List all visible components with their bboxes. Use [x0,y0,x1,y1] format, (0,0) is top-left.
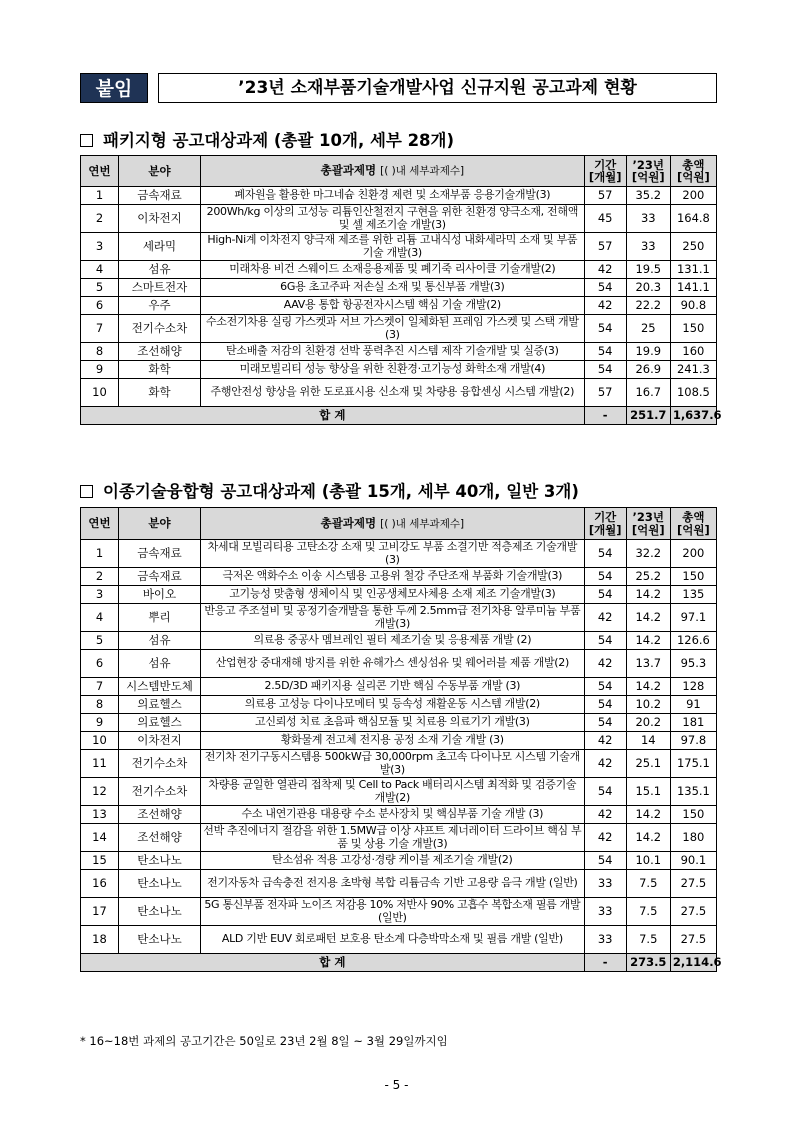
row-period: 33 [584,870,626,898]
table-row [81,678,717,696]
table-row [81,898,717,926]
row-number: 2 [81,205,119,233]
header-name: 총괄과제명 [( )내 세부과제수] [201,508,585,540]
row-number: 16 [81,870,119,898]
row-field: 의료헬스 [118,696,200,714]
row-period: 54 [584,678,626,696]
row-period: 57 [584,233,626,261]
row-total-budget: 108.5 [670,379,716,407]
row-number: 10 [81,732,119,750]
row-number: 1 [81,187,119,205]
row-field: 탄소나노 [118,870,200,898]
row-field: 조선해양 [118,343,200,361]
row-budget-23: 19.5 [626,261,670,279]
row-total-budget: 135.1 [670,778,716,806]
table-row [81,926,717,954]
header-field: 분야 [118,156,200,187]
row-number: 4 [81,261,119,279]
table-row [81,632,717,650]
row-field: 전기수소차 [118,778,200,806]
row-period: 42 [584,732,626,750]
row-total-budget: 141.1 [670,279,716,297]
attachment-tag: 붙임 [80,73,148,103]
row-project-name: 미래모빌리티 성능 향상을 위한 친환경·고기능성 화학소재 개발(4) [201,361,585,379]
row-number: 3 [81,233,119,261]
row-number: 3 [81,586,119,604]
row-project-name: 황화물계 전고체 전지용 공정 소재 기술 개발 (3) [201,732,585,750]
row-number: 5 [81,632,119,650]
row-number: 15 [81,852,119,870]
row-total-budget: 164.8 [670,205,716,233]
row-total-budget: 160 [670,343,716,361]
header-no: 연번 [81,508,119,540]
row-field: 금속재료 [118,540,200,568]
row-period: 33 [584,926,626,954]
row-budget-23: 20.2 [626,714,670,732]
row-budget-23: 26.9 [626,361,670,379]
total-label: 합 계 [81,954,585,972]
row-number: 18 [81,926,119,954]
row-field: 탄소나노 [118,926,200,954]
row-number: 9 [81,714,119,732]
row-period: 54 [584,568,626,586]
total-budget-23: 273.5 [626,954,670,972]
table-row [81,586,717,604]
row-field: 금속재료 [118,187,200,205]
header-budget-23: ’23년 [억원] [626,508,670,540]
row-field: 탄소나노 [118,898,200,926]
row-budget-23: 14 [626,732,670,750]
table-row [81,379,717,407]
row-budget-23: 14.2 [626,632,670,650]
row-project-name: 전기자동차 급속충전 전지용 초박형 복합 리튬금속 기반 고용량 음극 개발 (일반) [201,870,585,898]
row-number: 7 [81,315,119,343]
row-number: 7 [81,678,119,696]
row-budget-23: 14.2 [626,824,670,852]
row-project-name: 200Wh/kg 이상의 고성능 리튬인산철전지 구현을 위한 친환경 양극소재, 전해액 및 셀 제조기술 개발(3) [201,205,585,233]
table-row [81,852,717,870]
table-row [81,732,717,750]
row-budget-23: 14.2 [626,586,670,604]
row-number: 8 [81,696,119,714]
row-project-name: 폐자원을 활용한 마그네슘 친환경 제련 및 소재부품 응용기술개발(3) [201,187,585,205]
row-number: 6 [81,650,119,678]
checkbox-square-icon [80,485,93,498]
row-period: 57 [584,379,626,407]
row-budget-23: 7.5 [626,926,670,954]
row-budget-23: 14.2 [626,604,670,632]
header-name: 총괄과제명 [( )내 세부과제수] [201,156,585,187]
header-budget-23: ’23년 [억원] [626,156,670,187]
row-field: 섬유 [118,261,200,279]
row-budget-23: 20.3 [626,279,670,297]
row-project-name: 고신뢰성 치료 초음파 핵심모듈 및 치료용 의료기기 개발(3) [201,714,585,732]
header-period: 기간 [개월] [584,156,626,187]
row-project-name: 고기능성 맞춤형 생체이식 및 인공생체모사체용 소재 제조 기술개발(3) [201,586,585,604]
row-budget-23: 32.2 [626,540,670,568]
table-row [81,187,717,205]
row-total-budget: 126.6 [670,632,716,650]
row-period: 54 [584,586,626,604]
row-project-name: 주행안전성 향상을 위한 도로표시용 신소재 및 차량용 융합센싱 시스템 개발(2) [201,379,585,407]
row-budget-23: 16.7 [626,379,670,407]
row-project-name: 미래차용 비건 스웨이드 소재응용제품 및 폐기죽 리사이클 기술개발(2) [201,261,585,279]
row-project-name: 차량용 균일한 열관리 접착제 및 Cell to Pack 배터리시스템 최적화 및 검증기술 개발(2) [201,778,585,806]
row-total-budget: 91 [670,696,716,714]
row-field: 뿌리 [118,604,200,632]
row-total-budget: 95.3 [670,650,716,678]
row-field: 스마트전자 [118,279,200,297]
row-number: 5 [81,279,119,297]
row-total-budget: 241.3 [670,361,716,379]
table-header-row [81,508,717,540]
table-row [81,540,717,568]
table-row [81,714,717,732]
row-number: 8 [81,343,119,361]
row-field: 바이오 [118,586,200,604]
row-field: 조선해양 [118,824,200,852]
row-period: 54 [584,315,626,343]
row-period: 54 [584,279,626,297]
row-period: 54 [584,696,626,714]
row-project-name: ALD 기반 EUV 회로패턴 보호용 탄소계 다층박막소재 및 필름 개발 (일반) [201,926,585,954]
row-period: 42 [584,604,626,632]
row-field: 이차전지 [118,732,200,750]
row-number: 11 [81,750,119,778]
header-total: 총액 [억원] [670,508,716,540]
row-project-name: AAV용 통합 항공전자시스템 핵심 기술 개발(2) [201,297,585,315]
header-no: 연번 [81,156,119,187]
row-project-name: 6G용 초고주파 저손실 소재 및 통신부품 개발(3) [201,279,585,297]
total-row [81,407,717,425]
row-total-budget: 27.5 [670,898,716,926]
row-period: 42 [584,806,626,824]
row-field: 이차전지 [118,205,200,233]
row-project-name: 차세대 모빌리티용 고탄소강 소재 및 고비강도 부품 소결기반 적층제조 기술개발(3) [201,540,585,568]
header-period: 기간 [개월] [584,508,626,540]
row-budget-23: 19.9 [626,343,670,361]
row-budget-23: 7.5 [626,870,670,898]
table-row [81,778,717,806]
row-total-budget: 27.5 [670,926,716,954]
row-total-budget: 135 [670,586,716,604]
row-total-budget: 200 [670,187,716,205]
row-budget-23: 33 [626,233,670,261]
row-budget-23: 10.2 [626,696,670,714]
row-number: 6 [81,297,119,315]
row-number: 13 [81,806,119,824]
convergence-projects-table [80,507,722,972]
row-period: 54 [584,540,626,568]
row-budget-23: 15.1 [626,778,670,806]
row-period: 54 [584,852,626,870]
row-field: 섬유 [118,650,200,678]
row-field: 전기수소차 [118,750,200,778]
row-total-budget: 90.1 [670,852,716,870]
row-total-budget: 180 [670,824,716,852]
row-total-budget: 150 [670,806,716,824]
table-row [81,279,717,297]
footnote: * 16~18번 과제의 공고기간은 50일로 23년 2월 8일 ~ 3월 29일까지임 [80,1034,448,1048]
table-row [81,750,717,778]
row-budget-23: 33 [626,205,670,233]
table-row [81,261,717,279]
row-project-name: 선박 추진에너지 절감을 위한 1.5MW급 이상 샤프트 제너레이터 드라이브 핵심 부품 및 상용 기술 개발(3) [201,824,585,852]
row-project-name: 극저온 액화수소 이송 시스템용 고용위 철강 주단조재 부품화 기술개발(3) [201,568,585,586]
row-number: 9 [81,361,119,379]
table-row [81,361,717,379]
row-total-budget: 27.5 [670,870,716,898]
row-total-budget: 250 [670,233,716,261]
table-row [81,568,717,586]
section1-heading [80,127,454,151]
section2-heading [80,478,579,502]
row-field: 화학 [118,379,200,407]
package-projects-table [80,155,722,425]
row-project-name: 산업현장 중대재해 방지를 위한 유해가스 센싱섬유 및 웨어러블 제품 개발(2) [201,650,585,678]
row-field: 섬유 [118,632,200,650]
row-field: 탄소나노 [118,852,200,870]
row-total-budget: 131.1 [670,261,716,279]
row-budget-23: 7.5 [626,898,670,926]
row-period: 42 [584,261,626,279]
total-budget-23: 251.7 [626,407,670,425]
row-project-name: 전기차 전기구동시스템용 500kW급 30,000rpm 초고속 다이나모 시스템 기술개발(3) [201,750,585,778]
header-total: 총액 [억원] [670,156,716,187]
row-project-name: 반응고 주조설비 및 공정기술개발을 통한 두께 2.5mm급 전기차용 알루미늄 부품 개발(3) [201,604,585,632]
total-budget-sum: 2,114.6 [670,954,716,972]
table-row [81,650,717,678]
row-project-name: 수소 내연기관용 대용량 수소 분사장치 및 핵심부품 기술 개발 (3) [201,806,585,824]
table-row [81,696,717,714]
row-period: 57 [584,187,626,205]
total-budget-sum: 1,637.6 [670,407,716,425]
row-total-budget: 181 [670,714,716,732]
row-field: 시스템반도체 [118,678,200,696]
row-total-budget: 97.1 [670,604,716,632]
row-number: 17 [81,898,119,926]
row-period: 42 [584,824,626,852]
row-budget-23: 14.2 [626,806,670,824]
row-field: 의료헬스 [118,714,200,732]
total-label: 합 계 [81,407,585,425]
table-row [81,824,717,852]
table-row [81,806,717,824]
row-project-name: 탄소배출 저감의 친환경 선박 풍력추진 시스템 제작 기술개발 및 실증(3) [201,343,585,361]
row-total-budget: 128 [670,678,716,696]
header-field: 분야 [118,508,200,540]
row-budget-23: 14.2 [626,678,670,696]
row-budget-23: 35.2 [626,187,670,205]
row-budget-23: 22.2 [626,297,670,315]
total-period: - [584,407,626,425]
row-project-name: 탄소섬유 적용 고강성·경량 케이블 제조기술 개발(2) [201,852,585,870]
row-period: 42 [584,650,626,678]
row-number: 10 [81,379,119,407]
row-period: 54 [584,632,626,650]
row-field: 금속재료 [118,568,200,586]
row-number: 1 [81,540,119,568]
table-row [81,315,717,343]
row-total-budget: 90.8 [670,297,716,315]
row-budget-23: 10.1 [626,852,670,870]
table-row [81,233,717,261]
row-number: 4 [81,604,119,632]
document-title: ’23년 소재부품기술개발사업 신규지원 공고과제 현황 [158,73,717,103]
row-total-budget: 150 [670,315,716,343]
checkbox-square-icon [80,134,93,147]
row-total-budget: 200 [670,540,716,568]
row-budget-23: 25.2 [626,568,670,586]
table-row [81,297,717,315]
row-period: 54 [584,778,626,806]
section1-title: 패키지형 공고대상과제 (총괄 10개, 세부 28개) [103,131,455,150]
row-field: 우주 [118,297,200,315]
row-field: 조선해양 [118,806,200,824]
section2-title: 이종기술융합형 공고대상과제 (총괄 15개, 세부 40개, 일반 3개) [103,482,579,501]
row-period: 42 [584,750,626,778]
row-project-name: High-Ni계 이차전지 양극재 제조를 위한 리튬 고내식성 내화세라믹 소재 및 부품기술 개발(3) [201,233,585,261]
row-budget-23: 13.7 [626,650,670,678]
row-project-name: 5G 통신부품 전자파 노이즈 저감용 10% 저반사 90% 고흡수 복합소재 필름 개발 (일반) [201,898,585,926]
row-number: 2 [81,568,119,586]
row-period: 54 [584,714,626,732]
table-row [81,870,717,898]
row-project-name: 의료용 고성능 다이나모메터 및 등속성 재활운동 시스템 개발(2) [201,696,585,714]
row-field: 전기수소차 [118,315,200,343]
row-period: 54 [584,361,626,379]
row-budget-23: 25.1 [626,750,670,778]
row-period: 33 [584,898,626,926]
table-row [81,343,717,361]
row-project-name: 수소전기차용 실링 가스켓과 서브 가스켓이 일체화된 프레임 가스켓 및 스택 개발(3) [201,315,585,343]
table-row [81,604,717,632]
total-period: - [584,954,626,972]
row-total-budget: 97.8 [670,732,716,750]
row-budget-23: 25 [626,315,670,343]
row-project-name: 의료용 중공사 멤브레인 필터 제조기술 및 응용제품 개발 (2) [201,632,585,650]
row-total-budget: 175.1 [670,750,716,778]
table-header-row [81,156,717,187]
row-number: 14 [81,824,119,852]
total-row [81,954,717,972]
row-project-name: 2.5D/3D 패키지용 실리콘 기반 핵심 수동부품 개발 (3) [201,678,585,696]
banner [80,73,717,103]
table-row [81,205,717,233]
row-number: 12 [81,778,119,806]
row-field: 세라믹 [118,233,200,261]
row-period: 42 [584,297,626,315]
row-field: 화학 [118,361,200,379]
row-total-budget: 150 [670,568,716,586]
page-number: - 5 - [384,1078,409,1092]
row-period: 54 [584,343,626,361]
row-period: 45 [584,205,626,233]
